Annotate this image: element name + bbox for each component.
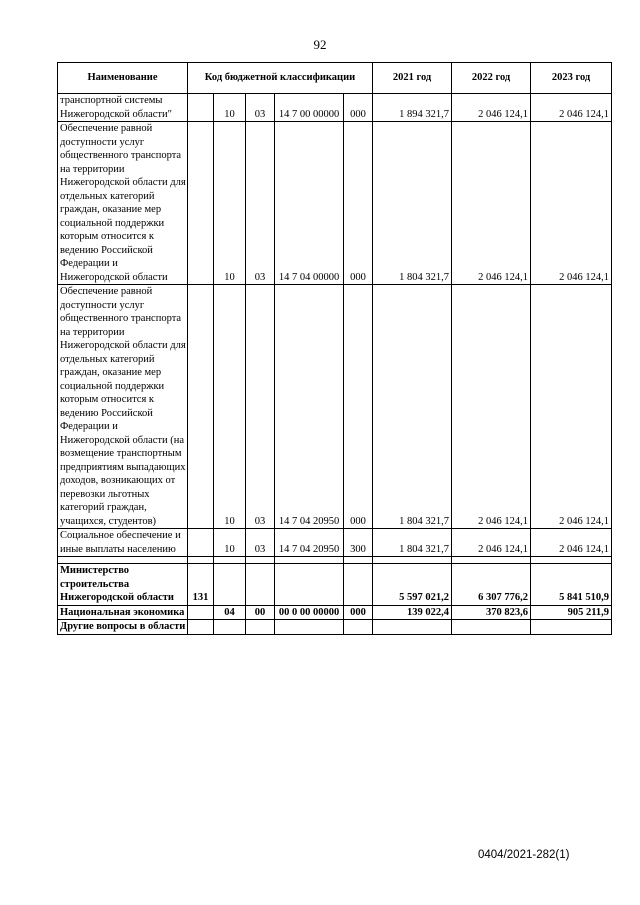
cell-target-code: 00 0 00 00000 (275, 605, 344, 620)
cell-subsection: 00 (246, 605, 275, 620)
cell-subsection: 03 (246, 94, 275, 122)
cell-section: 10 (214, 94, 246, 122)
table-body (58, 94, 612, 635)
header-2022: 2022 год (452, 63, 531, 94)
table-row (58, 122, 612, 285)
document-code: 0404/2021-282(1) (478, 849, 570, 861)
table-row (58, 529, 612, 557)
cell-amount-2022: 370 823,6 (452, 605, 531, 620)
cell-ministry-code (188, 285, 214, 529)
cell-ministry-code (188, 529, 214, 557)
cell-ministry-code (188, 605, 214, 620)
cell-target-code: 14 7 00 00000 (275, 94, 344, 122)
cell-expense-type: 000 (344, 605, 373, 620)
empty-cell (58, 557, 188, 564)
cell-section: 10 (214, 529, 246, 557)
cell-subsection: 03 (246, 529, 275, 557)
cell-expense-type: 300 (344, 529, 373, 557)
header-2023: 2023 год (531, 63, 612, 94)
cell-name: Социальное обеспечение и иные выплаты населению (58, 529, 188, 557)
cell-name: Обеспечение равной доступности услуг общественного транспорта на территории Нижегородской области для отдельных категорий граждан, оказание мер социальной поддержки которым относится к ведению Российской Федерации и Нижегородской области (на возмещение транспортным предприятиям выпадающих доходов, возникающих от перевозки льготных категорий граждан, учащихся, студентов) (58, 285, 188, 529)
cell-amount-2021: 139 022,4 (373, 605, 452, 620)
cell-amount-2022: 6 307 776,2 (452, 564, 531, 606)
cell-amount-2021: 1 894 321,7 (373, 94, 452, 122)
table-row (58, 94, 612, 122)
cell-amount-2022 (452, 620, 531, 635)
empty-cell (246, 557, 275, 564)
cell-target-code: 14 7 04 00000 (275, 122, 344, 285)
cell-section: 10 (214, 285, 246, 529)
empty-cell (373, 557, 452, 564)
cell-amount-2021 (373, 620, 452, 635)
cell-target-code (275, 564, 344, 606)
cell-expense-type (344, 564, 373, 606)
cell-target-code (275, 620, 344, 635)
cell-amount-2021: 1 804 321,7 (373, 529, 452, 557)
cell-section (214, 620, 246, 635)
cell-amount-2023: 2 046 124,1 (531, 529, 612, 557)
table-row (58, 285, 612, 529)
table-row (58, 620, 612, 635)
cell-name: Обеспечение равной доступности услуг общественного транспорта на территории Нижегородской области для отдельных категорий граждан, оказание мер социальной поддержки которым относится к ведению Российской Федерации и Нижегородской области (58, 122, 188, 285)
cell-amount-2023: 2 046 124,1 (531, 285, 612, 529)
cell-expense-type: 000 (344, 122, 373, 285)
cell-amount-2022: 2 046 124,1 (452, 122, 531, 285)
cell-amount-2022: 2 046 124,1 (452, 94, 531, 122)
cell-amount-2022: 2 046 124,1 (452, 285, 531, 529)
cell-amount-2022: 2 046 124,1 (452, 529, 531, 557)
cell-amount-2023 (531, 620, 612, 635)
table-header-row (58, 63, 612, 94)
spacer-row (58, 557, 612, 564)
cell-ministry-code: 131 (188, 564, 214, 606)
empty-cell (275, 557, 344, 564)
cell-amount-2021: 1 804 321,7 (373, 285, 452, 529)
page-number: 92 (313, 37, 327, 52)
cell-subsection (246, 564, 275, 606)
cell-subsection (246, 620, 275, 635)
cell-amount-2023: 905 211,9 (531, 605, 612, 620)
table-row (58, 605, 612, 620)
empty-cell (188, 557, 214, 564)
cell-section: 10 (214, 122, 246, 285)
cell-name: Другие вопросы в области (58, 620, 188, 635)
cell-amount-2023: 2 046 124,1 (531, 122, 612, 285)
cell-name: транспортной системы Нижегородской области" (58, 94, 188, 122)
table-row (58, 564, 612, 606)
cell-amount-2023: 5 841 510,9 (531, 564, 612, 606)
cell-subsection: 03 (246, 122, 275, 285)
cell-name: Министерство строительства Нижегородской области (58, 564, 188, 606)
cell-amount-2021: 5 597 021,2 (373, 564, 452, 606)
budget-table (57, 62, 612, 635)
header-code: Код бюджетной классификации (188, 63, 373, 94)
empty-cell (214, 557, 246, 564)
empty-cell (531, 557, 612, 564)
cell-expense-type (344, 620, 373, 635)
cell-name: Национальная экономика (58, 605, 188, 620)
cell-expense-type: 000 (344, 285, 373, 529)
cell-target-code: 14 7 04 20950 (275, 285, 344, 529)
header-2021: 2021 год (373, 63, 452, 94)
cell-amount-2021: 1 804 321,7 (373, 122, 452, 285)
header-name: Наименование (58, 63, 188, 94)
cell-section (214, 564, 246, 606)
cell-ministry-code (188, 122, 214, 285)
cell-ministry-code (188, 94, 214, 122)
cell-expense-type: 000 (344, 94, 373, 122)
cell-section: 04 (214, 605, 246, 620)
cell-target-code: 14 7 04 20950 (275, 529, 344, 557)
cell-subsection: 03 (246, 285, 275, 529)
cell-ministry-code (188, 620, 214, 635)
empty-cell (452, 557, 531, 564)
empty-cell (344, 557, 373, 564)
cell-amount-2023: 2 046 124,1 (531, 94, 612, 122)
